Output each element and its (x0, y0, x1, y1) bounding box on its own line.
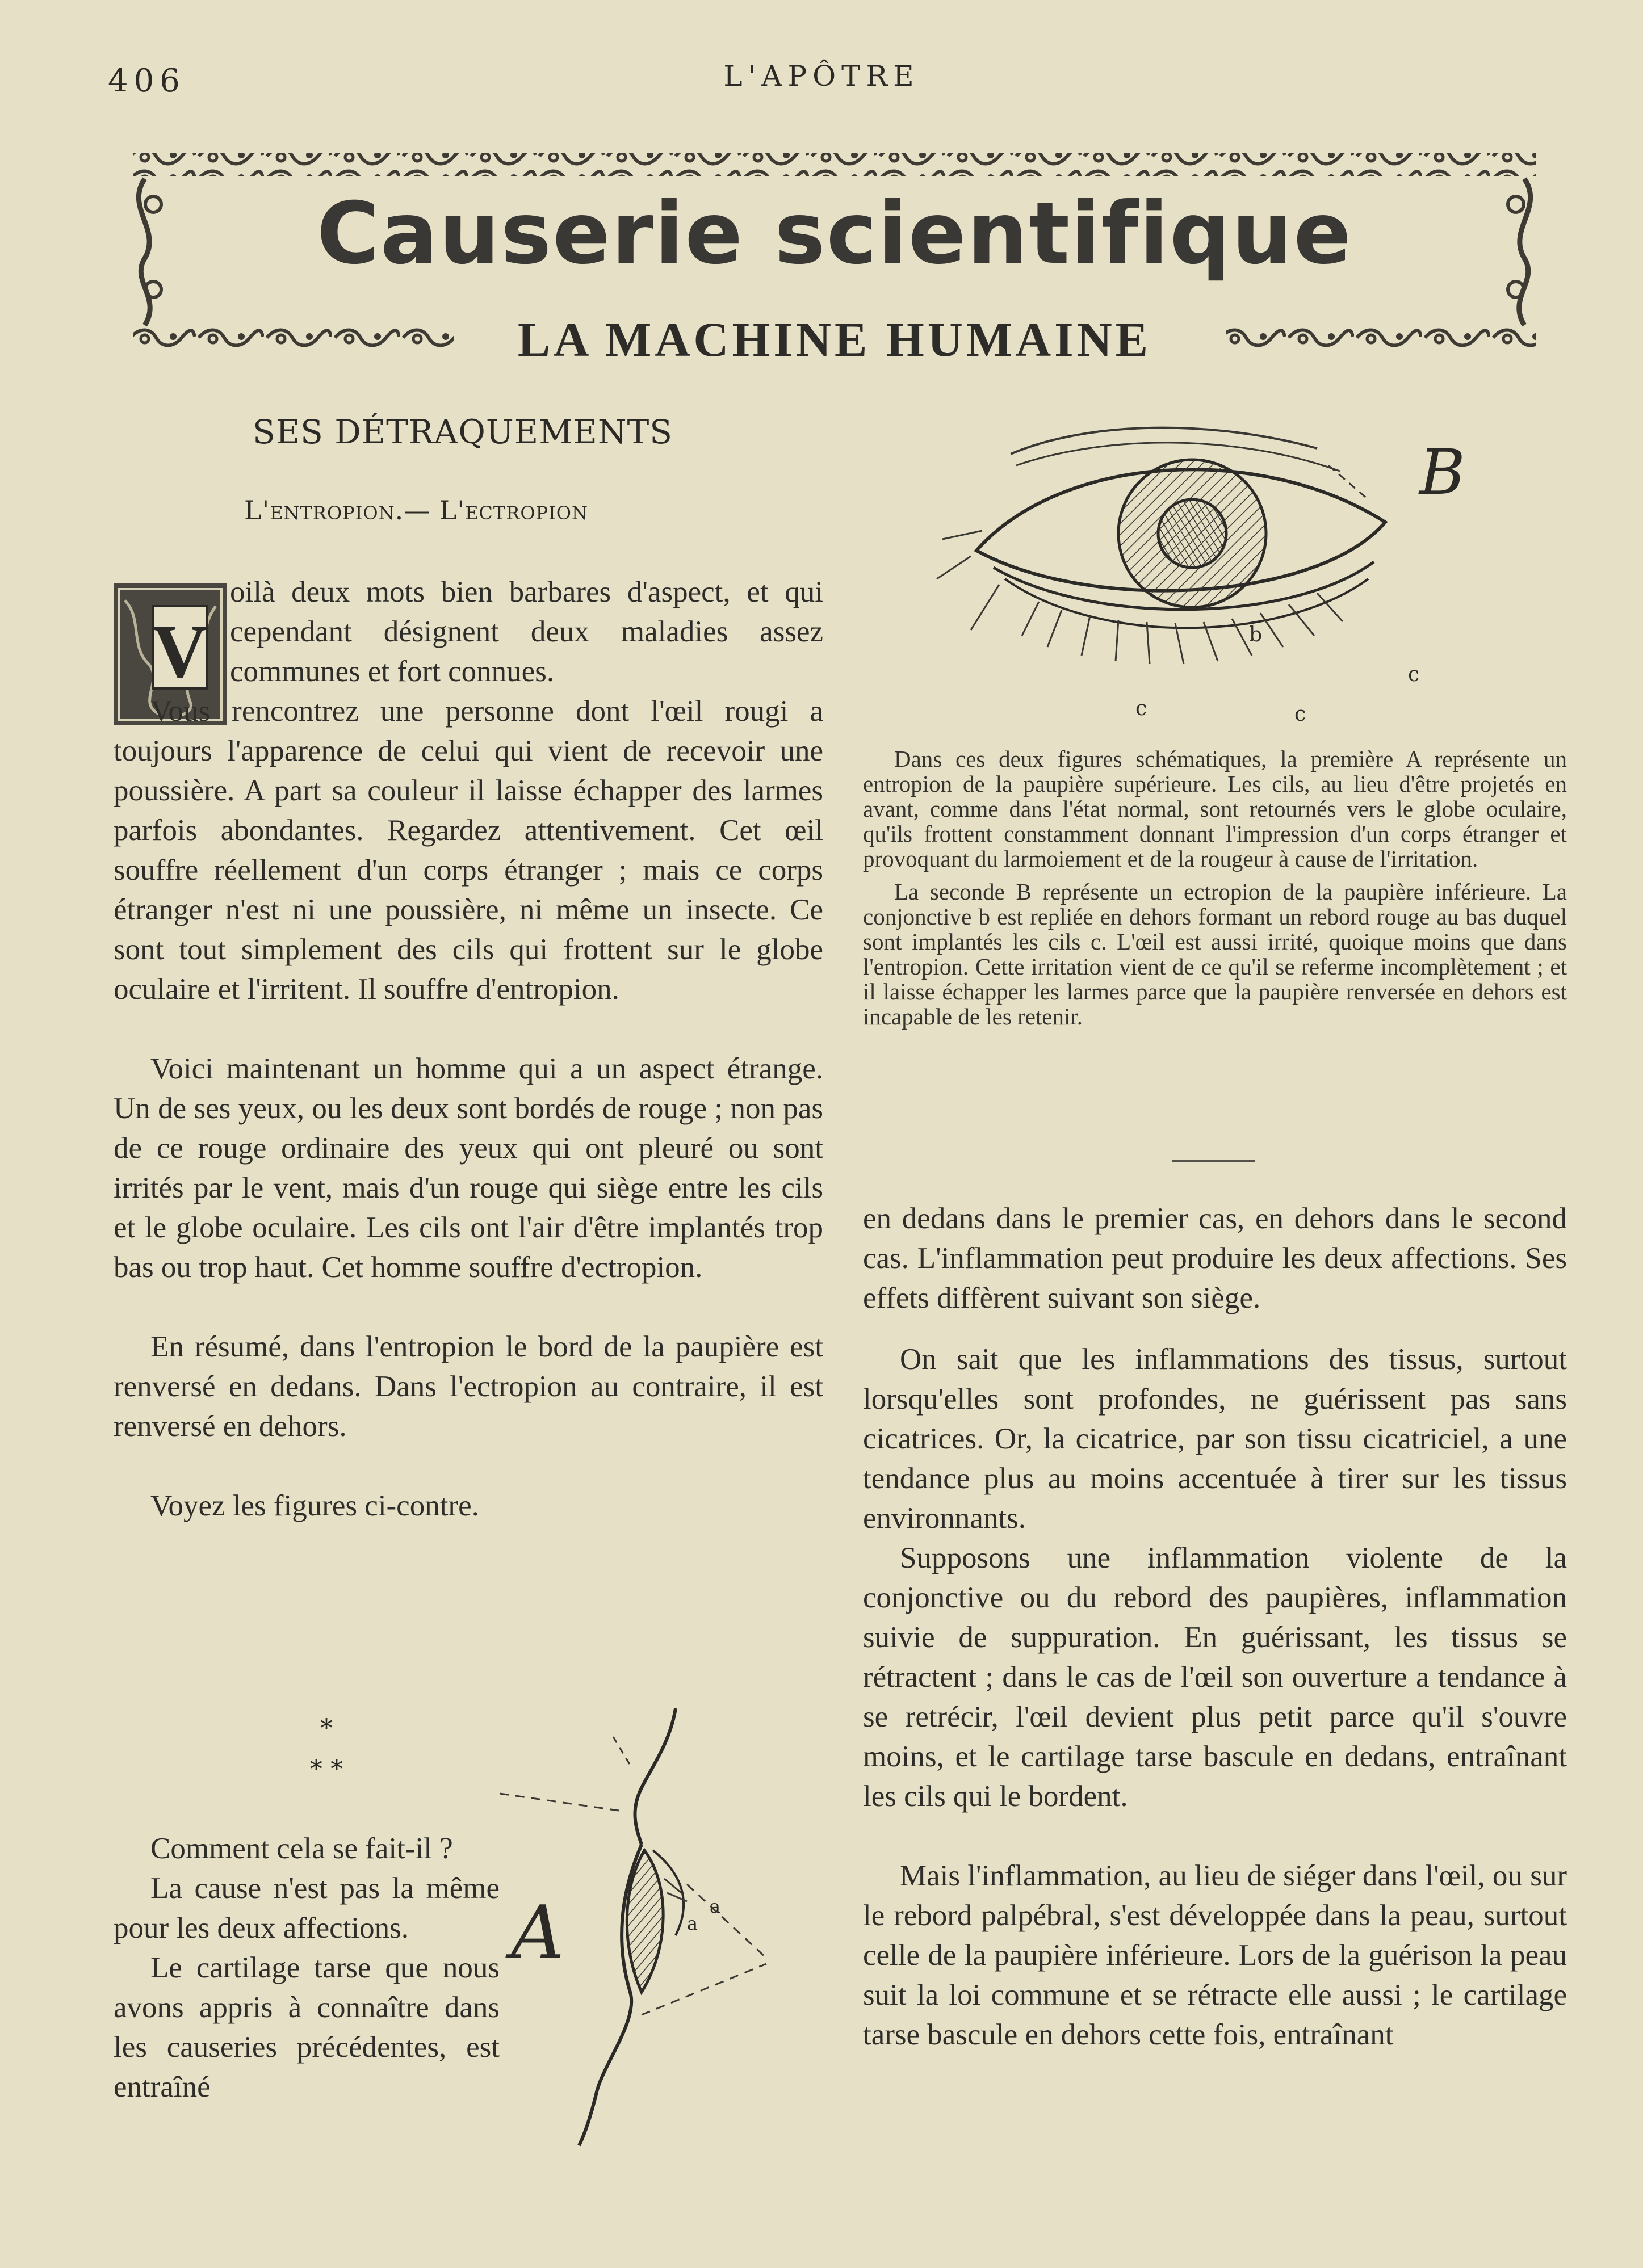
section-title: Causerie scientifique (316, 184, 1353, 283)
paragraph: Mais l'inflammation, au lieu de siéger dans l'œil, ou sur le rebord palpébral, s'est développée dans la peau, surtout celle de la paupière inférieure. Lors de la guérison la peau suit la loi commune et se rétracte elle aussi ; le cartilage tarse bascule en dehors cette fois, entraînant (863, 1859, 1567, 2051)
page-number: 406 (108, 62, 186, 99)
figure-b-label-c: c (1294, 703, 1306, 726)
figure-b-label-c: c (1408, 663, 1420, 686)
caption-paragraph: La seconde B représente un ectropion de la paupière inférieure. La conjonctive b est repliée en dehors formant un rebord rouge au bas duquel sont implantés les cils c. L'œil est aussi irrité, quoique moins que dans l'entropion. Cette irritation vient de ce qu'il se referme incomplètement ; et il laisse échapper les larmes parce que la paupière renversée en dehors est incapable de les retenir. (863, 879, 1567, 1030)
figure-b-label-b: b (1249, 623, 1263, 646)
paragraph: Voyez les figures ci-contre. (150, 1489, 479, 1522)
article-heading: SES DÉTRAQUEMENTS (253, 413, 673, 451)
figure-a-eyelid-diagram (500, 1697, 818, 2151)
left-column (114, 691, 823, 1526)
paragraph: Voici maintenant un homme qui a un aspect étrange. Un de ses yeux, ou les deux sont bordés de rouge ; non pas de ce rouge ordinaire des yeux qui ont pleuré ou sont irrités par le vent, mais d'un rouge qui siège entre les cils et le globe oculaire. Les cils ont l'air d'être implantés trop bas ou trop haut. Cet homme souffre d'ectropion. (114, 1052, 823, 1284)
paragraph: Comment cela se fait-il ? (150, 1832, 453, 1865)
left-column-bottom (114, 1829, 500, 2107)
paragraph: en dedans dans le premier cas, en dehors dans le second cas. L'inflammation peut produire les deux affections. Ses effets diffèrent suivant son siège. (863, 1202, 1567, 1314)
figure-caption (863, 746, 1567, 1029)
paragraph: La cause n'est pas la même pour les deux affections. (114, 1872, 500, 1944)
section-separator: * * * (310, 1714, 343, 1784)
article-subheading: L'entropion.— L'ectropion (244, 495, 588, 526)
paragraph: En résumé, dans l'entropion le bord de la paupière est renversé en dedans. Dans l'ectropion au contraire, il est renversé en dehors. (114, 1330, 823, 1443)
divider (1172, 1160, 1255, 1162)
figure-a-label-a: a (687, 1913, 698, 1934)
article-title: LA MACHINE HUMAINE (517, 312, 1152, 367)
figure-a-label-a: a (710, 1896, 721, 1917)
right-column (863, 1199, 1567, 2055)
paragraph: On sait que les inflammations des tissus, surtout lorsqu'elles sont profondes, ne guérissent pas sans cicatrices. Or, la cicatrice, par son tissu cicatriciel, a une tendance plus au moins accentuée à tirer sur les tissus environnants. (863, 1343, 1567, 1535)
lead-paragraph: oilà deux mots bien barbares d'aspect, et qui cependant désignent deux maladies assez communes et fort connues. (230, 576, 823, 688)
caption-paragraph: Dans ces deux figures schématiques, la première A représente un entropion de la paupière supérieure. Les cils, au lieu d'être projetés en avant, comme dans l'état normal, sont retournés vers le globe oculaire, qu'ils frottent constamment donnant l'impression d'un corps étranger et provoquant du larmoiement et de la rougeur à cause de l'irritation. (863, 746, 1567, 872)
paragraph: Le cartilage tarse que nous avons appris à connaître dans les causeries précédentes, est entraîné (114, 1951, 500, 2103)
running-title: L'APÔTRE (723, 60, 920, 93)
figure-b-label-c: c (1135, 697, 1147, 720)
paragraph: Supposons une inflammation violente de la conjonctive ou du rebord des paupières, inflammation suivie de suppuration. En guérissant, les tissus se rétractent ; dans le cas de l'œil son ouverture a tendance à se retrécir, l'œil devient plus petit parce qu'il s'ouvre moins, et le cartilage tarse bascule en dedans, entraînant les cils qui le bordent. (863, 1542, 1567, 1813)
figure-a-letter: A (511, 1889, 564, 1976)
figure-b-eye-diagram (920, 409, 1556, 726)
paragraph: Vous rencontrez une personne dont l'œil rougi a toujours l'apparence de celui qui vient de recevoir une poussière. A part sa couleur il laisse échapper des larmes parfois abondantes. Regardez attentivement. Cet œil souffre réellement d'un corps étranger ; mais ce corps étranger n'est ni une poussière, ni même un insecte. Ce sont tout simplement des cils qui frottent sur le globe oculaire et l'irritent. Il souffre d'entropion. (114, 695, 823, 1006)
drop-cap-letter: V (152, 610, 208, 694)
figure-b-letter: B (1419, 436, 1465, 509)
